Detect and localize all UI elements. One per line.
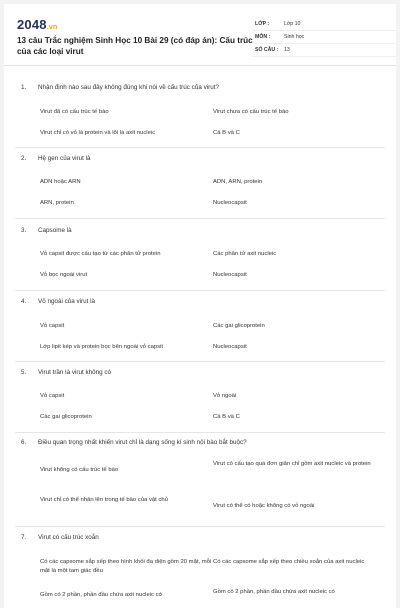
option-c[interactable]: Virut chỉ có thể nhân lên trong tế bào của vật chủ xyxy=(40,497,168,503)
divider xyxy=(15,147,385,148)
document-page xyxy=(4,4,396,608)
option-d[interactable]: Cả B và C xyxy=(213,414,240,420)
option-d[interactable]: Virut có thể có hoặc không có vỏ ngoài xyxy=(213,503,315,509)
option-b[interactable]: Các phân tử axit nucleic xyxy=(213,251,277,257)
meta-count xyxy=(252,44,396,57)
question-6: 6. Điều quan trọng nhất khiến virut chỉ là dạng sống kí sinh nội bào bắt buộc? xyxy=(21,439,247,446)
site-logo[interactable]: 2048.vn xyxy=(17,17,58,32)
meta-label: MÔN : xyxy=(255,34,271,40)
meta-value: Sinh học xyxy=(284,34,305,40)
option-b[interactable]: ADN, ARN, protein xyxy=(213,179,263,185)
divider xyxy=(15,526,385,527)
question-3: 3. Capsome là xyxy=(21,227,72,234)
option-c[interactable]: Gồm có 2 phần, phần đầu chứa axit nucleic có xyxy=(40,592,162,598)
option-d[interactable]: Cả B và C xyxy=(213,130,240,136)
option-d[interactable]: Nucleocapsit xyxy=(213,344,247,350)
option-d[interactable]: Nucleocapsit xyxy=(213,200,247,206)
document-header xyxy=(4,4,396,66)
divider xyxy=(15,218,385,219)
option-c[interactable]: Virut chỉ có vỏ là protein và lõi là axit nucleic xyxy=(40,130,156,136)
meta-subject xyxy=(252,31,396,44)
option-c[interactable]: Lớp lipit kép và protein bọc bên ngoài vỏ capsit xyxy=(40,344,164,350)
option-b[interactable]: Virut chưa có cấu trúc tế bào xyxy=(213,109,289,115)
option-b[interactable]: Có các capsome sắp xếp theo chiều xoắn của axit nucleic xyxy=(213,559,365,565)
option-a[interactable]: Có các capsome sắp xếp theo hình khối đa diện gồm 20 mặt, mỗi mặt là một tam giác đều xyxy=(40,559,212,574)
option-c[interactable]: Vỏ bọc ngoài virut xyxy=(40,272,88,278)
meta-value: Lớp 10 xyxy=(284,21,301,27)
option-a[interactable]: ADN hoặc ARN xyxy=(40,179,81,185)
option-d[interactable]: Gồm có 2 phần, phần đầu chứa axit nucleic có xyxy=(213,589,335,595)
option-b[interactable]: Vỏ ngoài xyxy=(213,393,237,399)
document-title: 13 câu Trắc nghiệm Sinh Học 10 Bài 29 (có đáp án): Cấu trúc của các loại virut xyxy=(17,36,253,56)
option-a[interactable]: Vỏ capsit xyxy=(40,393,65,399)
divider xyxy=(15,432,385,433)
divider xyxy=(15,361,385,362)
meta-value: 13 xyxy=(284,47,290,53)
question-7: 7. Virut có cấu trúc xoắn xyxy=(21,534,99,541)
option-d[interactable]: Nucleocapsit xyxy=(213,272,247,278)
option-a[interactable]: Vỏ capsit được cấu tạo từ các phân tử protein xyxy=(40,251,161,257)
option-a[interactable]: Virut đã có cấu trúc tế bào xyxy=(40,109,109,115)
option-a[interactable]: Virut không có cấu trúc tế bào xyxy=(40,467,119,473)
question-4: 4. Vỏ ngoài của virut là xyxy=(21,298,96,305)
meta-label: SỐ CÂU : xyxy=(255,47,279,53)
question-5: 5. Virut trần là virut không có xyxy=(21,369,112,376)
question-2: 2. Hệ gen của virut là xyxy=(21,155,91,162)
document-meta xyxy=(252,18,396,57)
option-b[interactable]: Virut có cấu tạo quá đơn giản chỉ gồm axit nucleic và protein xyxy=(213,461,371,467)
divider xyxy=(15,290,385,291)
meta-class xyxy=(252,18,396,31)
option-a[interactable]: Vỏ capsit xyxy=(40,323,65,329)
option-c[interactable]: ARN, protein xyxy=(40,200,74,206)
meta-label: LỚP : xyxy=(255,21,270,27)
option-b[interactable]: Các gai glicoprotein xyxy=(213,323,265,329)
option-c[interactable]: Các gai glicoprotein xyxy=(40,414,92,420)
question-1: 1. Nhận định nào sau đây không đúng khi nói về cấu trúc của virut? xyxy=(21,84,219,91)
